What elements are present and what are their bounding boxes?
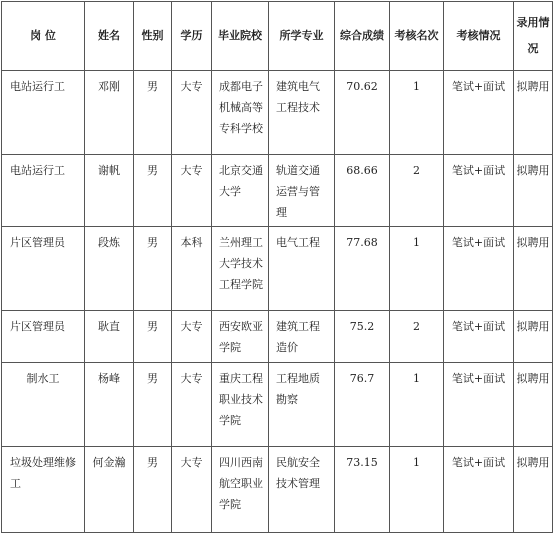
header-education: 学历 <box>172 2 212 71</box>
header-school: 毕业院校 <box>212 2 269 71</box>
cell-major: 轨道交通运营与管理 <box>269 155 335 227</box>
cell-school: 四川西南航空职业学院 <box>212 447 269 533</box>
header-row <box>2 2 553 71</box>
recruitment-table <box>1 1 553 533</box>
cell-name: 段炼 <box>85 227 134 311</box>
cell-school: 北京交通大学 <box>212 155 269 227</box>
cell-position: 片区管理员 <box>2 227 85 311</box>
cell-education: 大专 <box>172 71 212 155</box>
table-row <box>2 227 553 311</box>
cell-hire: 拟聘用 <box>514 447 553 533</box>
cell-position: 制水工 <box>2 363 85 447</box>
cell-rank: 1 <box>390 227 444 311</box>
cell-school: 兰州理工大学技术工程学院 <box>212 227 269 311</box>
cell-hire: 拟聘用 <box>514 363 553 447</box>
cell-position: 片区管理员 <box>2 311 85 363</box>
cell-position: 电站运行工 <box>2 155 85 227</box>
table-row <box>2 363 553 447</box>
header-gender: 性别 <box>134 2 172 71</box>
cell-major: 建筑电气工程技术 <box>269 71 335 155</box>
cell-major: 建筑工程造价 <box>269 311 335 363</box>
cell-education: 大专 <box>172 155 212 227</box>
cell-score: 73.15 <box>335 447 390 533</box>
cell-assessment: 笔试+面试 <box>444 311 514 363</box>
cell-position: 垃圾处理维修工 <box>2 447 85 533</box>
table-row <box>2 447 553 533</box>
cell-education: 大专 <box>172 447 212 533</box>
cell-education: 本科 <box>172 227 212 311</box>
cell-major: 民航安全技术管理 <box>269 447 335 533</box>
cell-assessment: 笔试+面试 <box>444 71 514 155</box>
header-assessment: 考核情况 <box>444 2 514 71</box>
cell-major: 电气工程 <box>269 227 335 311</box>
cell-school: 西安欧亚学院 <box>212 311 269 363</box>
header-position: 岗 位 <box>2 2 85 71</box>
cell-name: 何金瀚 <box>85 447 134 533</box>
header-name: 姓名 <box>85 2 134 71</box>
cell-name: 杨峰 <box>85 363 134 447</box>
cell-score: 68.66 <box>335 155 390 227</box>
cell-score: 77.68 <box>335 227 390 311</box>
cell-name: 耿直 <box>85 311 134 363</box>
cell-gender: 男 <box>134 155 172 227</box>
cell-assessment: 笔试+面试 <box>444 447 514 533</box>
cell-assessment: 笔试+面试 <box>444 363 514 447</box>
cell-assessment: 笔试+面试 <box>444 155 514 227</box>
table-row <box>2 311 553 363</box>
table-row <box>2 155 553 227</box>
cell-rank: 1 <box>390 363 444 447</box>
cell-hire: 拟聘用 <box>514 71 553 155</box>
cell-major: 工程地质勘察 <box>269 363 335 447</box>
header-hire: 录用情况 <box>514 2 553 71</box>
cell-rank: 1 <box>390 71 444 155</box>
cell-education: 大专 <box>172 363 212 447</box>
cell-rank: 1 <box>390 447 444 533</box>
cell-school: 成都电子机械高等专科学校 <box>212 71 269 155</box>
cell-name: 邓刚 <box>85 71 134 155</box>
cell-hire: 拟聘用 <box>514 227 553 311</box>
cell-position: 电站运行工 <box>2 71 85 155</box>
cell-score: 76.7 <box>335 363 390 447</box>
header-major: 所学专业 <box>269 2 335 71</box>
cell-hire: 拟聘用 <box>514 311 553 363</box>
cell-score: 70.62 <box>335 71 390 155</box>
table-row <box>2 71 553 155</box>
cell-gender: 男 <box>134 227 172 311</box>
cell-school: 重庆工程职业技术学院 <box>212 363 269 447</box>
header-score: 综合成绩 <box>335 2 390 71</box>
cell-assessment: 笔试+面试 <box>444 227 514 311</box>
cell-gender: 男 <box>134 447 172 533</box>
cell-gender: 男 <box>134 311 172 363</box>
cell-education: 大专 <box>172 311 212 363</box>
cell-rank: 2 <box>390 155 444 227</box>
cell-rank: 2 <box>390 311 444 363</box>
cell-gender: 男 <box>134 363 172 447</box>
cell-score: 75.2 <box>335 311 390 363</box>
cell-gender: 男 <box>134 71 172 155</box>
cell-hire: 拟聘用 <box>514 155 553 227</box>
header-rank: 考核名次 <box>390 2 444 71</box>
cell-name: 谢帆 <box>85 155 134 227</box>
